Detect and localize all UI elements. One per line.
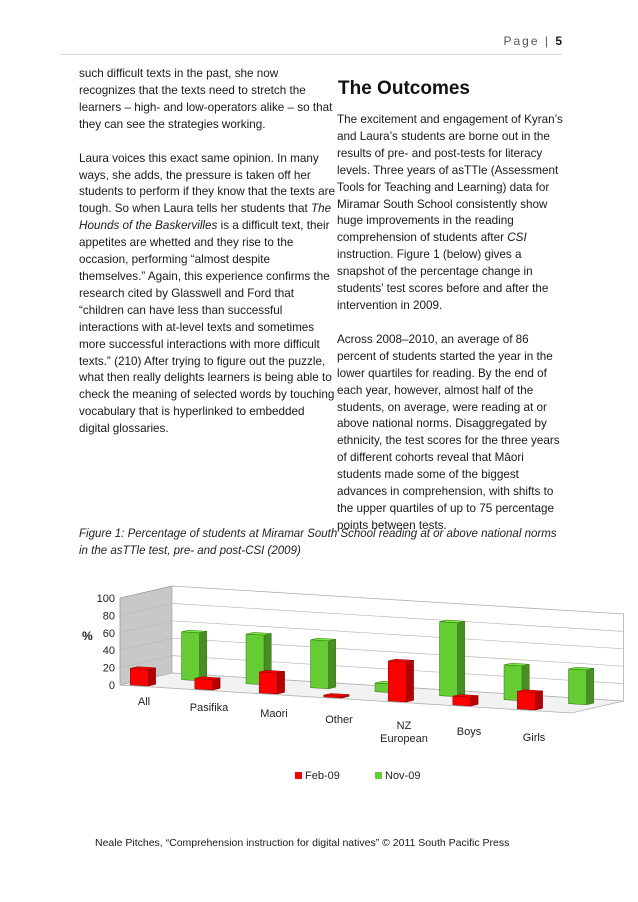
y-tick-label: 80 — [102, 610, 115, 623]
bar-nov-09-girls — [569, 667, 594, 705]
page-header: Page | 5 — [60, 34, 562, 55]
bar-feb-09-pasifika — [195, 677, 220, 690]
x-tick-label: Maori — [260, 708, 288, 720]
figure-caption: Figure 1: Percentage of students at Miramar South School reading at or above national norms in the asTTle test, pre- and post-CSI (2009) — [79, 528, 557, 557]
x-tick-label: All — [137, 696, 151, 708]
left-column — [79, 66, 337, 455]
x-tick-label: Other — [325, 714, 353, 726]
right-column — [337, 112, 569, 552]
x-tick-label: Pasifika — [189, 702, 229, 714]
section-heading: The Outcomes — [338, 78, 470, 99]
left-paragraph-1: such difficult texts in the past, she now recognizes that the texts need to stretch the learners – high- and low-operators alike – so that they can see the strategies working. — [79, 67, 333, 131]
y-axis-label: % — [82, 629, 93, 643]
y-tick-label: 40 — [102, 645, 115, 658]
bar-chart — [60, 565, 546, 805]
y-tick-label: 20 — [102, 662, 115, 675]
left-paragraph-2: Laura voices this exact same opinion. In many ways, she adds, the pressure is taken off her students to perform if they know that the texts are tough. So when Laura tells her students that The Hounds of the Baskervilles is a difficult text, their appetites are whetted and they rise to the occasion, performing “almost despite themselves.” Again, this experience confirms the research cited by Glasswell and Ford that “children can have less than successful interactions with at-level texts and sometimes more successful interactions with more difficult texts.” (210) After trying to figure out the puzzle, what then really delights learners is being able to check the meaning of selected words by touching vocabulary that is hyperlinked to embedded digital glossaries. — [79, 151, 335, 436]
bar-feb-09-boys — [453, 695, 478, 707]
book-title: The Hounds of the Baskervilles — [79, 202, 332, 233]
bar-nov-09-nz-european — [440, 620, 465, 697]
bar-nov-09-maori — [311, 638, 336, 689]
legend-label: Nov-09 — [385, 770, 421, 782]
bar-feb-09-other — [324, 694, 349, 699]
right-paragraph-1: The excitement and engagement of Kyran’s and Laura’s students are borne out in the results of pre- and post-tests for literacy levels. Three years of asTTle (Assessment Tools for Teaching and Learning) data for Miramar South School consistently show huge improvements in the reading comprehension of students after CSI instruction. Figure 1 (below) gives a snapshot of the percentage change in students’ test scores before and after the intervention in 2009. — [337, 113, 563, 312]
legend-swatch — [375, 772, 382, 779]
legend-label: Feb-09 — [305, 770, 340, 782]
page-footer: Neale Pitches, “Comprehension instruction for digital natives” © 2011 South Pacific Press — [95, 837, 510, 849]
csi-term: CSI — [507, 231, 527, 245]
bar-nov-09-all — [182, 630, 207, 681]
x-tick-label: Boys — [456, 726, 482, 738]
page-label: Page — [503, 34, 540, 48]
bar-feb-09-all — [130, 667, 155, 686]
y-tick-label: 100 — [96, 593, 115, 605]
x-tick-label: Girls — [522, 732, 546, 744]
bar-feb-09-maori — [259, 670, 284, 694]
bar-feb-09-nz-european — [388, 659, 413, 702]
y-tick-label: 60 — [102, 627, 115, 640]
legend-swatch — [295, 772, 302, 779]
y-tick-label: 0 — [108, 680, 115, 692]
page-number: 5 — [555, 34, 562, 48]
x-tick-label: NZ European — [380, 720, 428, 745]
bar-feb-09-girls — [517, 690, 542, 710]
right-paragraph-2: Across 2008–2010, an average of 86 percent of students started the year in the lower quartiles for reading. By the end of each year, however, almost half of the students, on average, were reading at or above national norms. Disaggregated by ethnicity, the test scores for the three years of different cohorts reveal that Māori students made some of the biggest advances in comprehension, with shifts to the upper quartiles of up to 75 percentage points between tests. — [337, 332, 560, 532]
